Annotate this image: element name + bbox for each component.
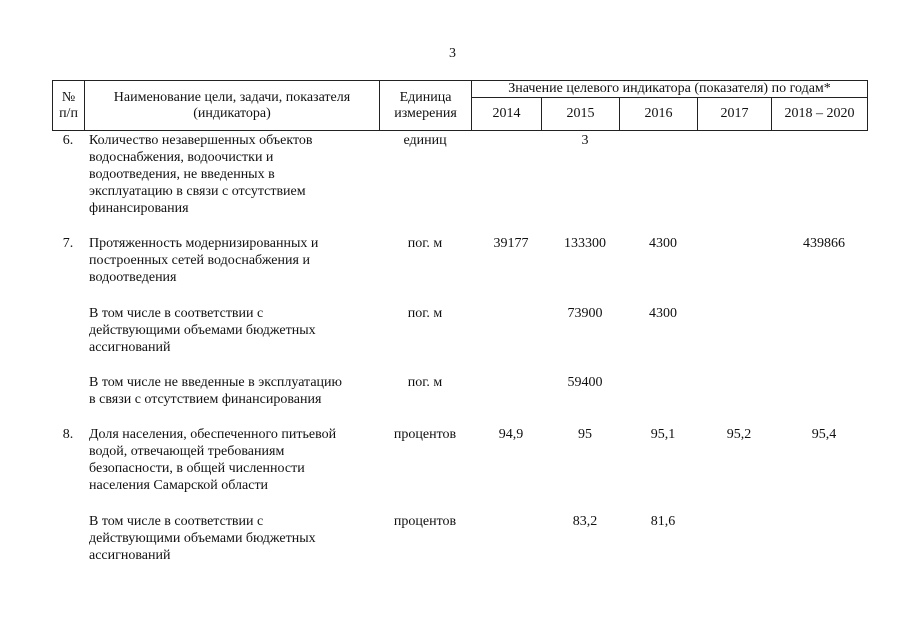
row-value: 83,2 — [572, 514, 598, 529]
header-year: 2016 — [620, 98, 698, 131]
header-unit: Единица измерения — [380, 81, 472, 131]
row-unit: пог. м — [407, 236, 443, 251]
page-number: 3 — [449, 46, 456, 61]
row-unit: процентов — [393, 514, 457, 529]
header-year: 2015 — [542, 98, 620, 131]
header-year: 2017 — [698, 98, 772, 131]
row-name: Протяженность модернизированных и построенных сетей водоснабжения и водоотведения — [89, 236, 319, 285]
row-name: В том числе не введенные в эксплуатацию в связи с отсутствием финансирования — [89, 375, 343, 407]
row-unit: единиц — [403, 133, 447, 148]
row-unit: пог. м — [407, 375, 443, 390]
row-value: 73900 — [567, 306, 603, 321]
row-value: 439866 — [803, 236, 845, 251]
table-header — [52, 80, 868, 131]
row-number: 8. — [62, 427, 74, 442]
header-group: Значение целевого индикатора (показателя) по годам* — [472, 81, 868, 98]
row-value: 95,2 — [726, 427, 752, 442]
row-value: 133300 — [564, 236, 606, 251]
row-value: 4300 — [649, 236, 677, 251]
row-value: 95,4 — [811, 427, 837, 442]
row-value: 59400 — [567, 375, 603, 390]
row-unit: процентов — [393, 427, 457, 442]
row-name: В том числе в соответствии с действующими объемами бюджетных ассигнований — [89, 306, 316, 355]
row-unit: пог. м — [407, 306, 443, 321]
row-value: 81,6 — [650, 514, 676, 529]
header-name: Наименование цели, задачи, показателя (индикатора) — [85, 81, 380, 131]
row-value: 39177 — [493, 236, 529, 251]
row-value: 94,9 — [498, 427, 524, 442]
row-number: 6. — [62, 133, 74, 148]
row-value: 95,1 — [650, 427, 676, 442]
row-value: 3 — [581, 133, 589, 148]
header-year: 2014 — [472, 98, 542, 131]
header-year: 2018 – 2020 — [772, 98, 868, 131]
row-name: Доля населения, обеспеченного питьевой водой, отвечающей требованиям безопасности, в общей численности населения Самарской области — [89, 427, 337, 493]
row-number: 7. — [62, 236, 74, 251]
header-num: № п/п — [53, 81, 85, 131]
row-value: 4300 — [649, 306, 677, 321]
row-name: В том числе в соответствии с действующими объемами бюджетных ассигнований — [89, 514, 316, 563]
row-name: Количество незавершенных объектов водоснабжения, водоочистки и водоотведения, не введенных в эксплуатацию в связи с отсутствием финансирования — [89, 133, 313, 216]
row-value: 95 — [578, 427, 592, 442]
